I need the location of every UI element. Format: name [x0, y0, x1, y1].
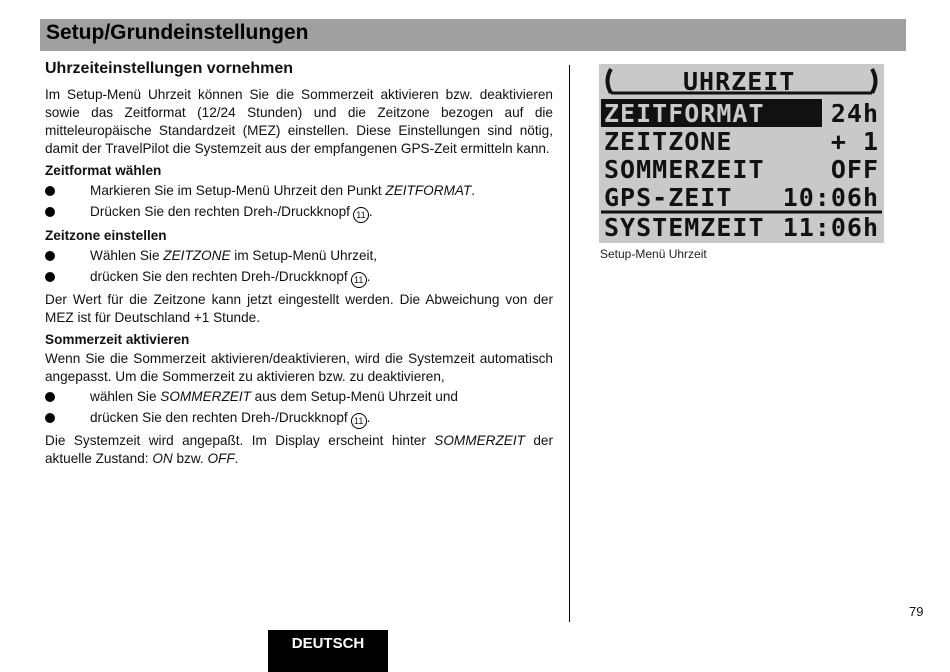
section-title: Uhrzeiteinstellungen vornehmen: [45, 60, 294, 77]
lcd-row-label: ZEITZONE: [604, 127, 733, 156]
list-item: Wählen Sie ZEITZONE im Setup-Menü Uhrzeit,: [45, 247, 553, 265]
main-text-column: [45, 60, 553, 468]
sommerzeit-heading: Sommerzeit aktivieren: [45, 332, 190, 347]
lcd-display-svg: [599, 64, 884, 243]
bullet-icon: [45, 272, 55, 282]
bullet-icon: [45, 207, 55, 217]
list-item: drücken Sie den rechten Dreh-/Druckknopf 11 .: [45, 409, 553, 429]
list-item: drücken Sie den rechten Dreh-/Druckknopf 11 .: [45, 268, 553, 288]
knob-11-icon: 11: [353, 207, 369, 223]
list-item: Markieren Sie im Setup-Menü Uhrzeit den Punkt ZEITFORMAT.: [45, 182, 553, 200]
sommerzeit-final: Die Systemzeit wird angepaßt. Im Display erscheint hinter SOMMERZEIT der aktuelle Zustand: ON bzw. OFF.: [45, 433, 553, 466]
bracket-right-icon: [872, 69, 876, 93]
knob-11-icon: 11: [351, 272, 367, 288]
knob-11-icon: 11: [351, 413, 367, 429]
list-item: wählen Sie SOMMERZEIT aus dem Setup-Menü Uhrzeit und: [45, 388, 553, 406]
lcd-row-value: OFF: [830, 155, 879, 184]
lcd-row-value: 10:06h: [782, 183, 879, 212]
page-number: 79: [909, 604, 924, 619]
lcd-row-value: 11:06h: [782, 213, 879, 242]
bullet-icon: [45, 392, 55, 402]
zeitformat-heading: Zeitformat wählen: [45, 163, 162, 178]
page-title: Setup/Grundeinstellungen: [46, 21, 309, 44]
sommerzeit-intro: Wenn Sie die Sommerzeit aktivieren/deaktivieren, wird die Systemzeit automatisch angepasst. Um die Sommerzeit zu aktivieren bzw. zu deaktivieren,: [45, 351, 553, 384]
lcd-row-label: GPS-ZEIT: [604, 183, 733, 212]
lcd-row-label: ZEITFORMAT: [604, 99, 765, 128]
zeitzone-heading: Zeitzone einstellen: [45, 228, 167, 243]
lcd-display: [599, 64, 884, 243]
column-divider: [569, 65, 570, 622]
lcd-row-label: SYSTEMZEIT: [604, 213, 765, 242]
lcd-row-value: 24h: [830, 99, 879, 128]
language-label: DEUTSCH: [291, 635, 365, 652]
lcd-row-value: + 1: [830, 127, 879, 156]
header-bar: [40, 19, 906, 51]
zeitzone-note: Der Wert für die Zeitzone kann jetzt eingestellt werden. Die Abweichung von der MEZ ist für Deutschland +1 Stunde.: [45, 292, 553, 325]
language-tab: [268, 630, 388, 672]
list-item: Drücken Sie den rechten Dreh-/Druckknopf 11 .: [45, 203, 553, 223]
lcd-row-label: SOMMERZEIT: [604, 155, 765, 184]
bracket-left-icon: [608, 69, 612, 93]
figure-caption: Setup-Menü Uhrzeit: [600, 247, 707, 261]
bullet-icon: [45, 186, 55, 196]
lcd-title: UHRZEIT: [683, 67, 796, 96]
bullet-icon: [45, 251, 55, 261]
intro-paragraph: Im Setup-Menü Uhrzeit können Sie die Sommerzeit aktivieren bzw. deaktivieren sowie das Zeitformat (12/24 Stunden) und die Zeitzone bezogen auf die mitteleuropäische Standardzeit (MEZ) einstellen. Diese Einstellungen sind nötig, damit der TravelPilot die Systemzeit aus der empfangenen GPS-Zeit ermitteln kann.: [45, 87, 553, 156]
bullet-icon: [45, 413, 55, 423]
